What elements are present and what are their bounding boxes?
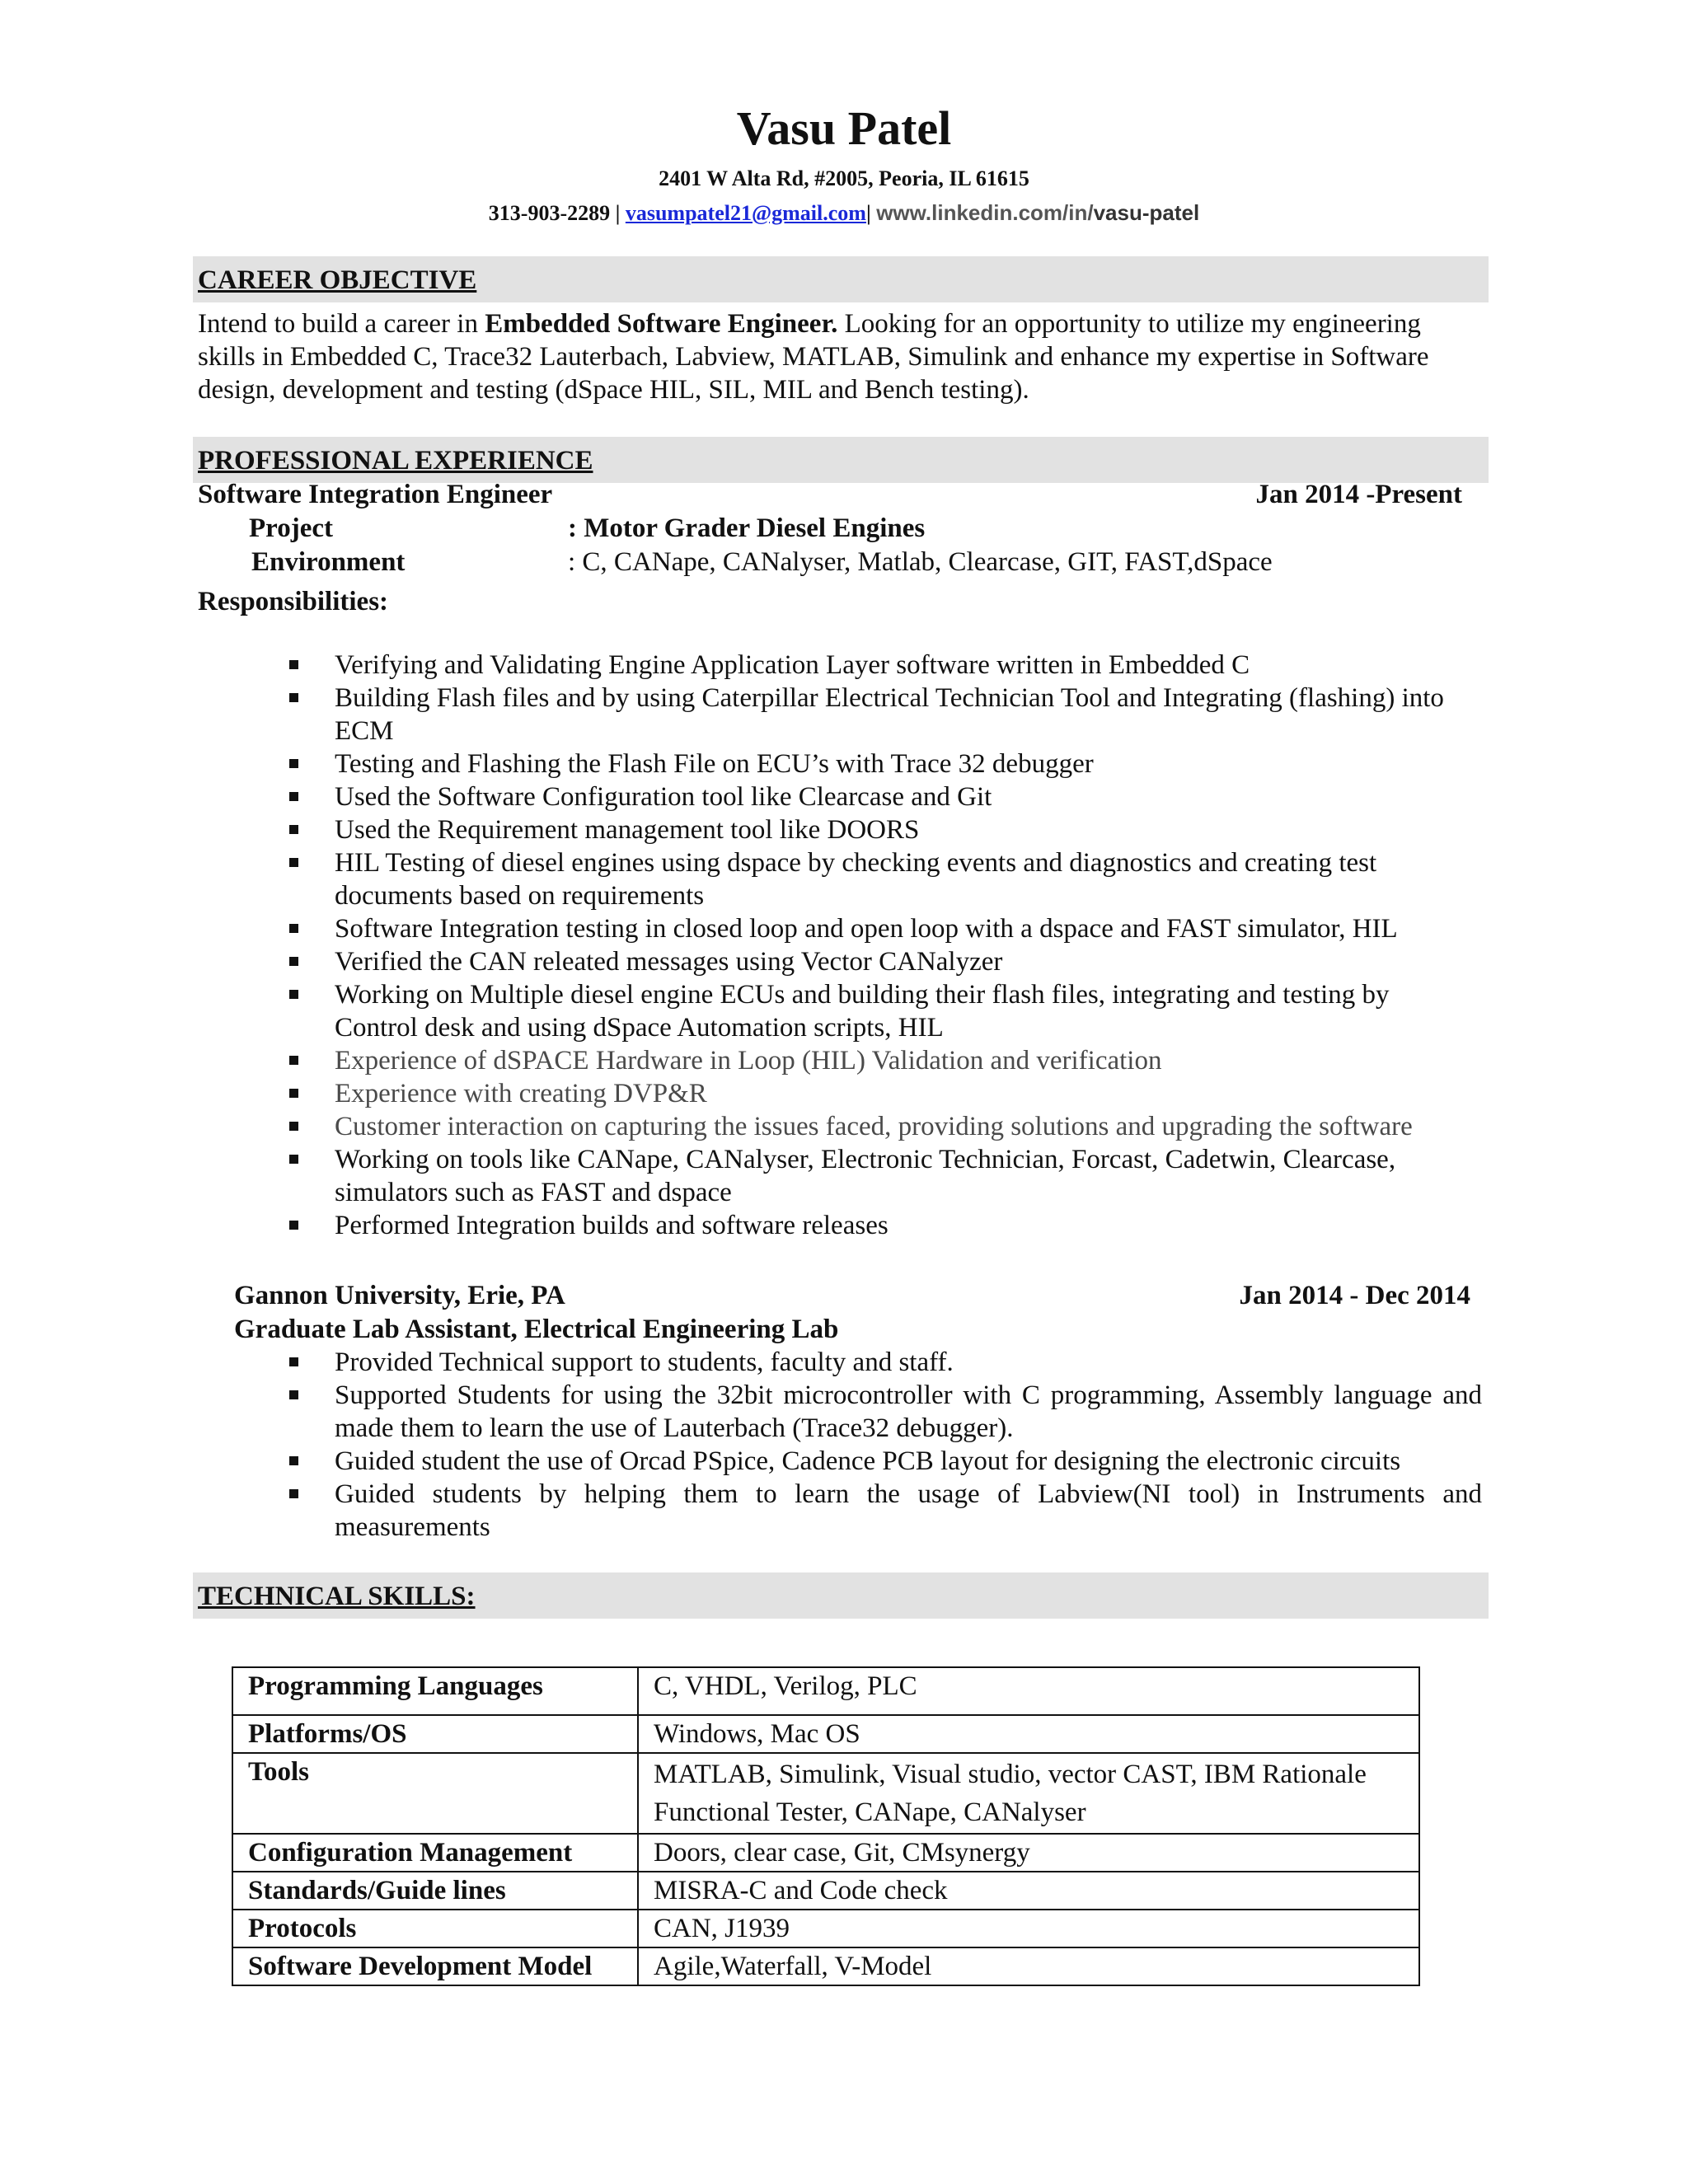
- list-item: Working on Multiple diesel engine ECUs and building their flash files, integrating and testing by Control desk and using dSpace Automation scripts, HIL: [335, 978, 1474, 1044]
- list-item: Experience of dSPACE Hardware in Loop (HIL) Validation and verification: [335, 1044, 1474, 1077]
- list-item: Software Integration testing in closed loop and open loop with a dspace and FAST simulator, HIL: [335, 912, 1474, 945]
- skills-table: [232, 1666, 1420, 1986]
- environment-value: : C, CANape, CANalyser, Matlab, Clearcase, GIT, FAST,dSpace: [568, 547, 1273, 577]
- table-row: [232, 1947, 1419, 1985]
- environment-label: Environment: [251, 547, 406, 577]
- skill-category: Protocols: [232, 1910, 638, 1947]
- separator: |: [865, 201, 871, 225]
- job-title: Software Integration Engineer: [198, 480, 553, 509]
- list-item: Verified the CAN releated messages using Vector CANalyzer: [335, 945, 1474, 978]
- linkedin-link[interactable]: [876, 200, 1199, 225]
- contact-line: [0, 199, 1688, 227]
- list-item: Performed Integration builds and software releases: [335, 1209, 1474, 1242]
- list-item: Building Flash files and by using Caterpillar Electrical Technician Tool and Integrating (flashing) into ECM: [335, 682, 1474, 748]
- list-item: Testing and Flashing the Flash File on ECU’s with Trace 32 debugger: [335, 748, 1474, 780]
- objective-text: [198, 307, 1484, 406]
- skill-category: Standards/Guide lines: [232, 1872, 638, 1910]
- candidate-name: Vasu Patel: [736, 101, 952, 155]
- section-career-objective: [193, 256, 1489, 302]
- email-link[interactable]: vasumpatel21@gmail.com: [625, 201, 866, 225]
- linkedin-handle: vasu-patel: [1093, 200, 1200, 225]
- list-item: Provided Technical support to students, faculty and staff.: [335, 1346, 1482, 1379]
- section-technical-skills: [193, 1572, 1489, 1619]
- list-item: Verifying and Validating Engine Application Layer software written in Embedded C: [335, 649, 1474, 682]
- skill-category: Configuration Management: [232, 1834, 638, 1872]
- skill-value: Doors, clear case, Git, CMsynergy: [638, 1834, 1419, 1872]
- address: 2401 W Alta Rd, #2005, Peoria, IL 61615: [659, 166, 1029, 190]
- phone: 313-903-2289 |: [488, 201, 621, 225]
- table-row: [232, 1667, 1419, 1715]
- job1-responsibilities: [335, 649, 1474, 1242]
- project-label: Project: [249, 513, 333, 543]
- project-value: : Motor Grader Diesel Engines: [568, 513, 926, 543]
- table-row: [232, 1872, 1419, 1910]
- skill-value: MATLAB, Simulink, Visual studio, vector CAST, IBM Rationale Functional Tester, CANape, CANalyser: [638, 1753, 1419, 1834]
- skill-category: Tools: [232, 1753, 638, 1834]
- skill-value: Agile,Waterfall, V-Model: [638, 1947, 1419, 1985]
- list-item: Supported Students for using the 32bit microcontroller with C programming, Assembly language and made them to learn the use of Lauterbach (Trace32 debugger).: [335, 1380, 1482, 1443]
- table-row: [232, 1910, 1419, 1947]
- skill-value: CAN, J1939: [638, 1910, 1419, 1947]
- list-item: Guided students by helping them to learn the usage of Labview(NI tool) in Instruments and measurements: [335, 1479, 1482, 1542]
- list-item: Customer interaction on capturing the issues faced, providing solutions and upgrading the software: [335, 1110, 1474, 1143]
- list-item: Guided student the use of Orcad PSpice, Cadence PCB layout for designing the electronic circuits: [335, 1445, 1482, 1478]
- job-dates: Jan 2014 -Present: [1255, 480, 1462, 509]
- list-item: Experience with creating DVP&R: [335, 1077, 1474, 1110]
- skill-category: Programming Languages: [232, 1667, 638, 1715]
- responsibilities-label: Responsibilities:: [198, 587, 389, 616]
- skill-value: C, VHDL, Verilog, PLC: [638, 1667, 1419, 1715]
- skill-value: MISRA-C and Code check: [638, 1872, 1419, 1910]
- list-item: Used the Requirement management tool like DOORS: [335, 813, 1474, 846]
- section-heading: PROFESSIONAL EXPERIENCE: [198, 446, 593, 476]
- objective-text-end: Looking for an opportunity to utilize my engineering skills in Embedded C, Trace32 Lauterbach, Labview, MATLAB, Simulink and enhance my expertise in Software design, development and testing (dSpace HIL, SIL, MIL and Bench testing).: [198, 309, 1429, 405]
- table-row: [232, 1715, 1419, 1753]
- job2-title: Graduate Lab Assistant, Electrical Engineering Lab: [234, 1315, 839, 1344]
- list-item: Used the Software Configuration tool like Clearcase and Git: [335, 780, 1474, 813]
- table-row: [232, 1753, 1419, 1834]
- job2-dates: Jan 2014 - Dec 2014: [1239, 1281, 1470, 1310]
- section-heading: CAREER OBJECTIVE: [198, 265, 477, 295]
- skill-value: Windows, Mac OS: [638, 1715, 1419, 1753]
- linkedin-prefix: www.linkedin.com/in/: [876, 200, 1094, 225]
- job2-organization: Gannon University, Erie, PA: [234, 1281, 565, 1310]
- skill-category: Platforms/OS: [232, 1715, 638, 1753]
- section-heading: TECHNICAL SKILLS:: [198, 1582, 476, 1611]
- objective-text-start: Intend to build a career in: [198, 309, 485, 339]
- list-item: Working on tools like CANape, CANalyser, Electronic Technician, Forcast, Cadetwin, Clearcase, simulators such as FAST and dspace: [335, 1143, 1474, 1209]
- objective-role: Embedded Software Engineer.: [485, 309, 838, 339]
- section-professional-experience: [193, 437, 1489, 483]
- job2-responsibilities: [335, 1346, 1482, 1544]
- table-row: [232, 1834, 1419, 1872]
- skill-category: Software Development Model: [232, 1947, 638, 1985]
- list-item: HIL Testing of diesel engines using dspace by checking events and diagnostics and creating test documents based on requirements: [335, 846, 1474, 912]
